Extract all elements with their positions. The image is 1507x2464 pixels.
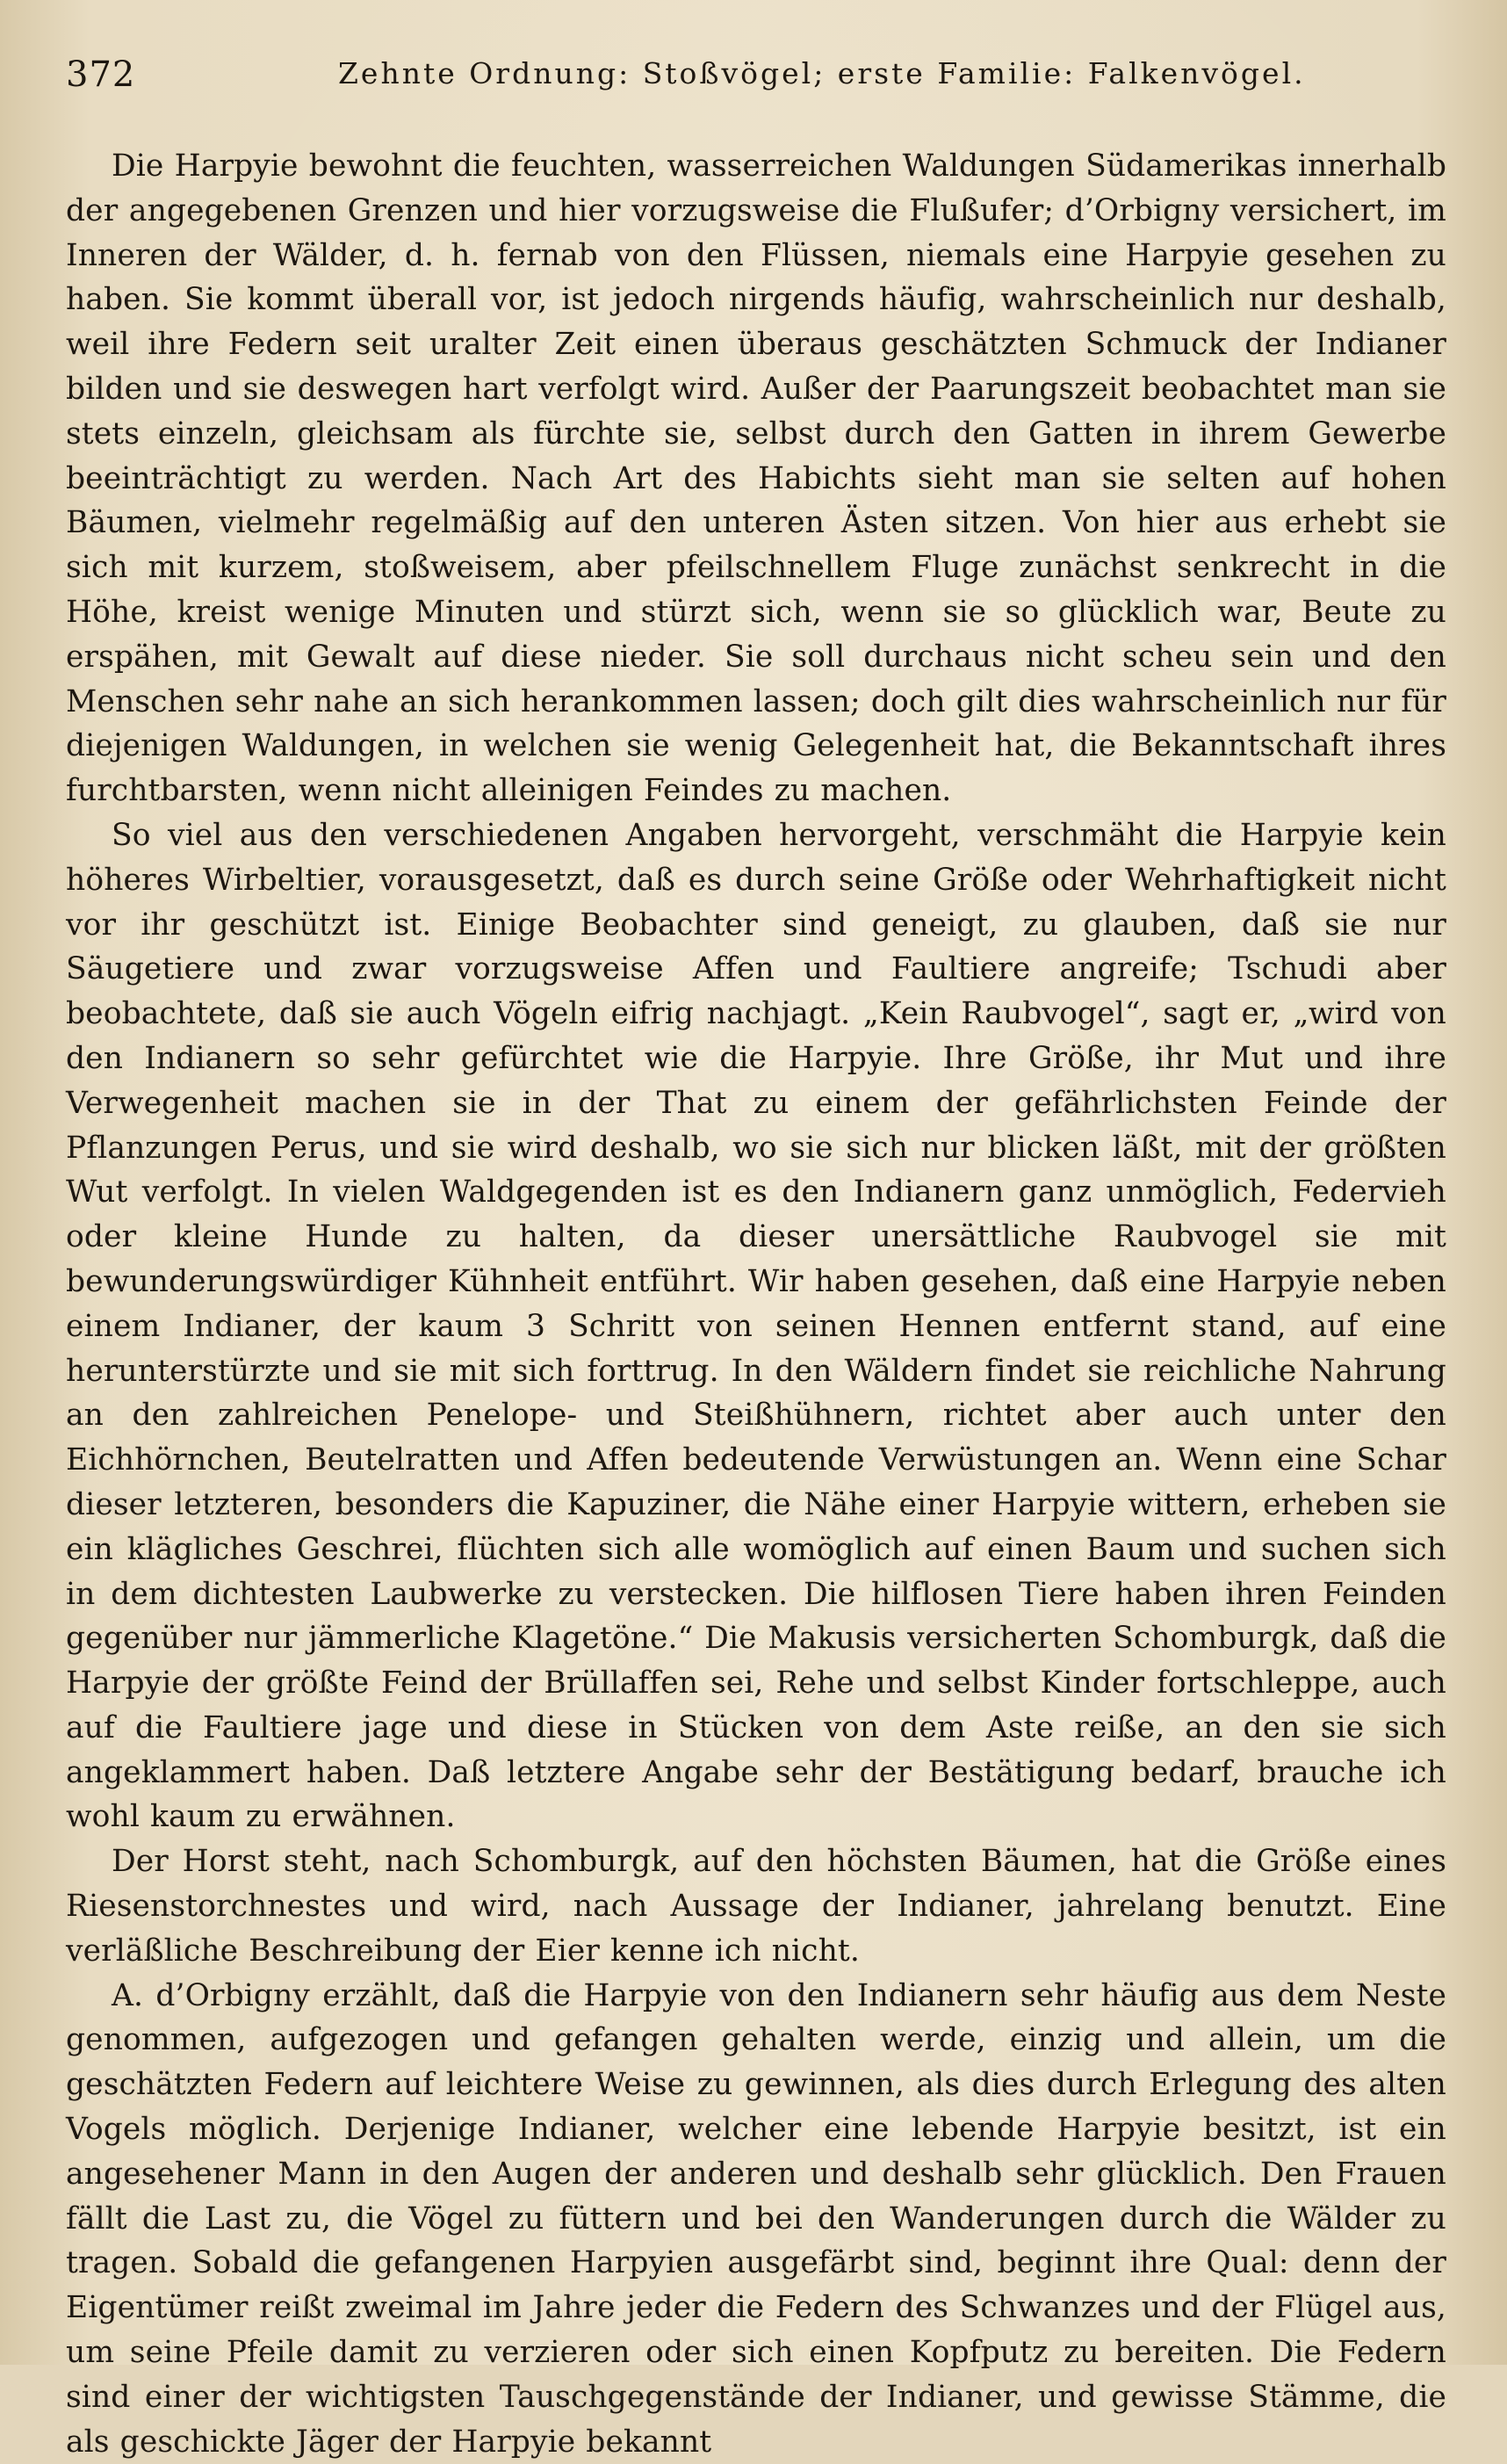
running-head: Zehnte Ordnung: Stoßvögel; erste Familie: Falkenvögel. [338,56,1306,90]
paragraph-habitat: Die Harpyie bewohnt die feuchten, wasserreichen Waldungen Südamerikas innerhalb der angegebenen Grenzen und hier vorzugsweise die Flußufer; d’Orbigny versichert, im Inneren der Wälder, d. h. fernab von den Flüssen, niemals eine Harpyie gesehen zu haben. Sie kommt überall vor, ist jedoch nirgends häufig, wahrscheinlich nur deshalb, weil ihre Federn seit uralter Zeit einen überaus geschätzten Schmuck der Indianer bilden und sie deswegen hart verfolgt wird. Außer der Paarungszeit beobachtet man sie stets einzeln, gleichsam als fürchte sie, selbst durch den Gatten in ihrem Gewerbe beeinträchtigt zu werden. Nach Art des Habichts sieht man sie selten auf hohen Bäumen, vielmehr regelmäßig auf den unteren Ästen sitzen. Von hier aus erhebt sie sich mit kurzem, stoßweisem, aber pfeilschnellem Fluge zunächst senkrecht in die Höhe, kreist wenige Minuten und stürzt sich, wenn sie so glücklich war, Beute zu erspähen, mit Gewalt auf diese nieder. Sie soll durchaus nicht scheu sein und den Menschen sehr nahe an sich herankommen lassen; doch gilt dies wahrscheinlich nur für diejenigen Waldungen, in welchen sie wenig Gelegenheit hat, die Bekanntschaft ihres furchtbarsten, wenn nicht alleinigen Feindes zu machen. [66,148,1446,809]
paragraph-captivity: A. d’Orbigny erzählt, daß die Harpyie von den Indianern sehr häufig aus dem Neste genommen, aufgezogen und gefangen gehalten werde, einzig und allein, um die geschätzten Federn auf leichtere Weise zu gewinnen, als dies durch Erlegung des alten Vogels möglich. Derjenige Indianer, welcher eine lebende Harpyie besitzt, ist ein angesehener Mann in den Augen der anderen und deshalb sehr glücklich. Den Frauen fällt die Last zu, die Vögel zu füttern und bei den Wanderungen durch die Wälder zu tragen. Sobald die gefangenen Harpyien ausgefärbt sind, beginnt ihre Qual: denn der Eigentümer reißt zweimal im Jahre jeder die Federn des Schwanzes und der Flügel aus, um seine Pfeile damit zu verzieren oder sich einen Kopfputz zu bereiten. Die Federn sind einer der wichtigsten Tauschgegenstände der Indianer, und gewisse Stämme, die als geschickte Jäger der Harpyie bekannt [66,1977,1446,2460]
page-header [66,49,1446,98]
paragraph-nest: Der Horst steht, nach Schomburgk, auf den höchsten Bäumen, hat die Größe eines Riesenstorchnestes und wird, nach Aussage der Indianer, jahrelang benutzt. Eine verläßliche Beschreibung der Eier kenne ich nicht. [66,1844,1446,1969]
paragraph-prey: So viel aus den verschiedenen Angaben hervorgeht, verschmäht die Harpyie kein höheres Wirbeltier, vorausgesetzt, daß es durch seine Größe oder Wehrhaftigkeit nicht vor ihr geschützt ist. Einige Beobachter sind geneigt, zu glauben, daß sie nur Säugetiere und zwar vorzugsweise Affen und Faultiere angreife; Tschudi aber beobachtete, daß sie auch Vögeln eifrig nachjagt. „Kein Raubvogel“, sagt er, „wird von den Indianern so sehr gefürchtet wie die Harpyie. Ihre Größe, ihr Mut und ihre Verwegenheit machen sie in der That zu einem der gefährlichsten Feinde der Pflanzungen Perus, und sie wird deshalb, wo sie sich nur blicken läßt, mit der größten Wut verfolgt. In vielen Waldgegenden ist es den Indianern ganz unmöglich, Federvieh oder kleine Hunde zu halten, da dieser unersättliche Raubvogel sie mit bewunderungswürdiger Kühnheit entführt. Wir haben gesehen, daß eine Harpyie neben einem Indianer, der kaum 3 Schritt von seinen Hennen entfernt stand, auf eine herunterstürzte und sie mit sich forttrug. In den Wäldern findet sie reichliche Nahrung an den zahlreichen Penelope- und Steißhühnern, richtet aber auch unter den Eichhörnchen, Beutelratten und Affen bedeutende Verwüstungen an. Wenn eine Schar dieser letzteren, besonders die Kapuziner, die Nähe einer Harpyie wittern, erheben sie ein klägliches Geschrei, flüchten sich alle womöglich auf einen Baum und suchen sich in dem dichtesten Laubwerke zu verstecken. Die hilflosen Tiere haben ihren Feinden gegenüber nur jämmerliche Klagetöne.“ Die Makusis versicherten Schomburgk, daß die Harpyie der größte Feind der Brüllaffen sei, Rehe und selbst Kinder fortschleppe, auch auf die Faultiere jage und diese in Stücken von dem Aste reiße, an den sie sich angeklammert haben. Daß letztere Angabe sehr der Bestätigung bedarf, brauche ich wohl kaum zu erwähnen. [66,817,1446,1835]
page-number: 372 [66,54,136,95]
body-text [66,144,1446,2464]
